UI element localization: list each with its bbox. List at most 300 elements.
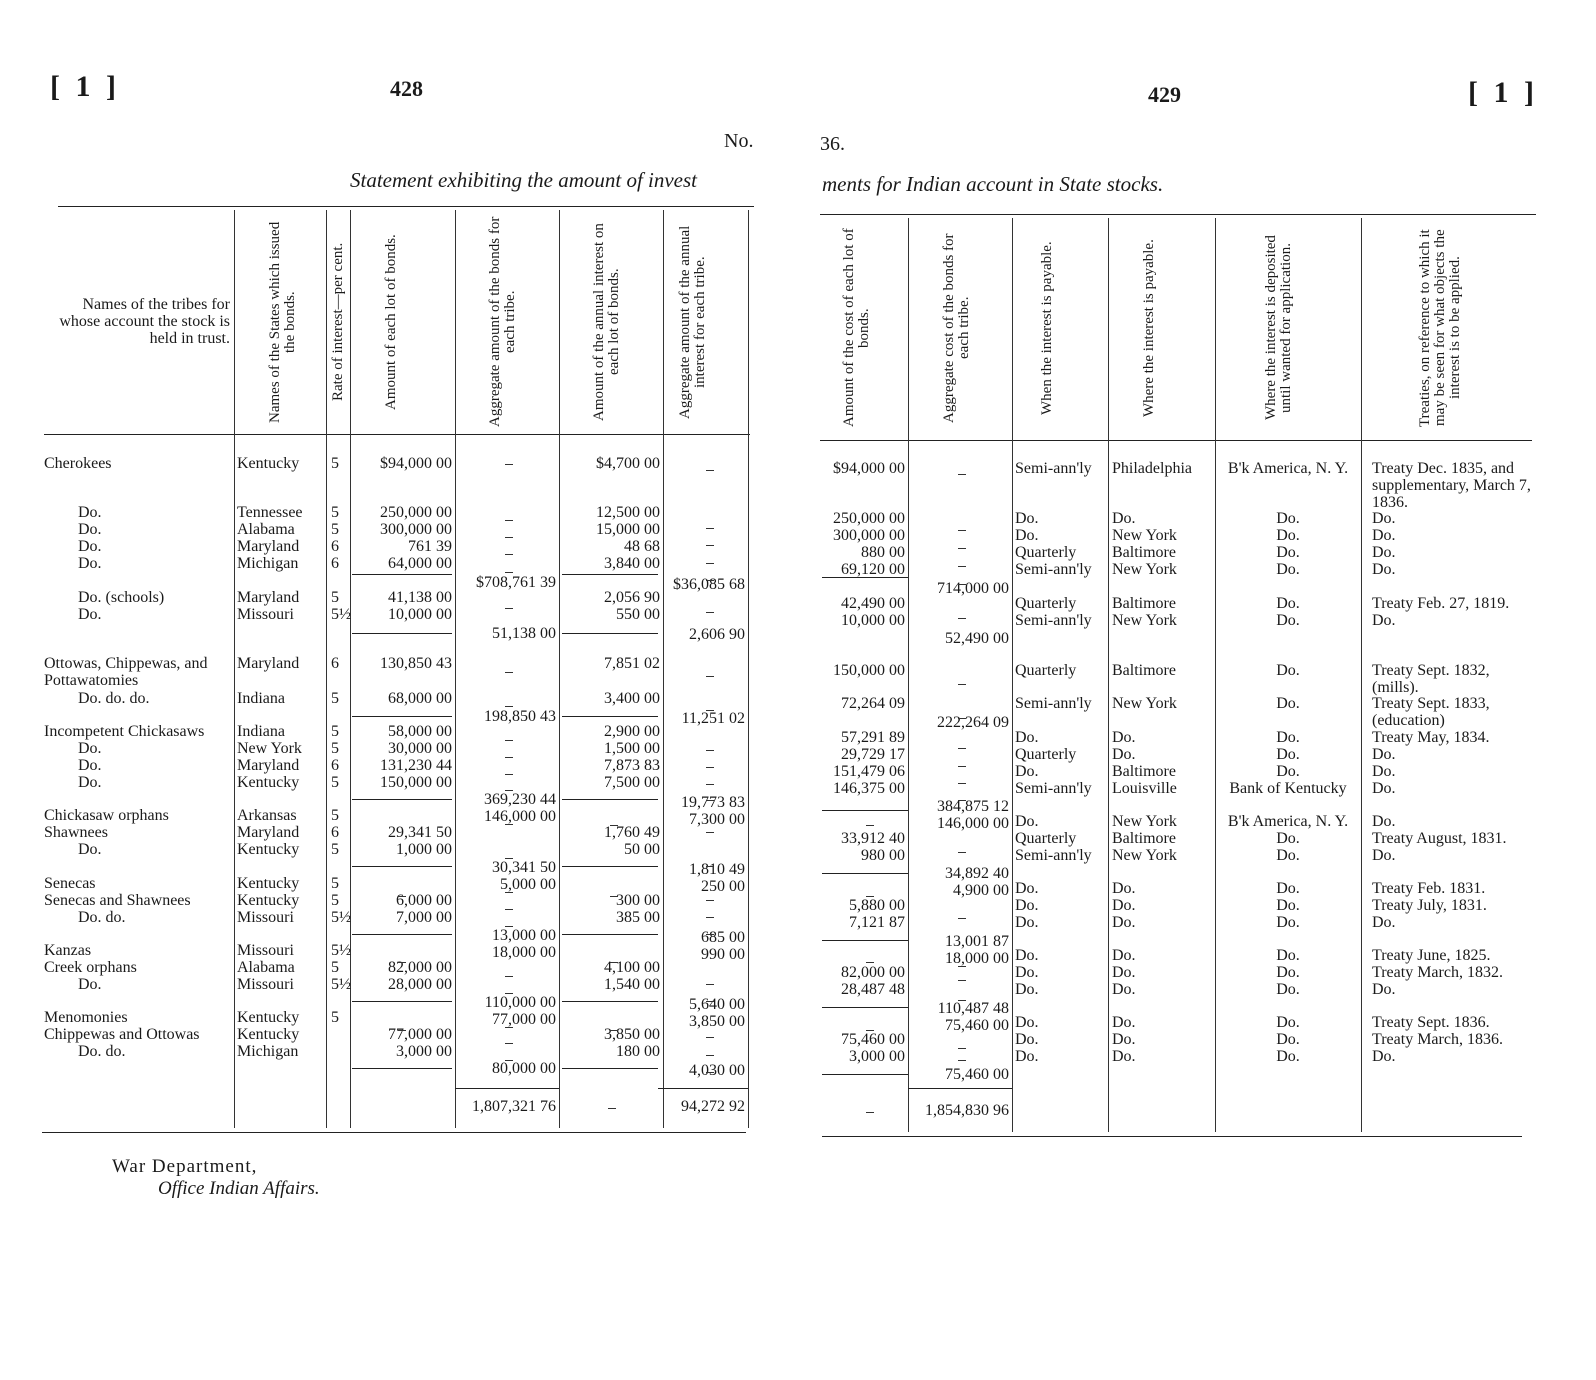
- where-payable: Baltimore: [1112, 830, 1176, 847]
- interest-rate: 5: [331, 841, 339, 858]
- annual-interest: 1,500 00: [604, 740, 660, 757]
- where-payable: Philadelphia: [1112, 460, 1192, 477]
- deposit-place: Do.: [1276, 561, 1300, 578]
- subtotal-rule: [352, 1068, 452, 1069]
- state-name: Maryland: [237, 757, 300, 774]
- left-col-divider: [663, 210, 664, 1128]
- right-table-top-rule: [820, 214, 1536, 215]
- where-payable: Do.: [1112, 729, 1136, 746]
- aggregate-interest: 3,850 00: [689, 1013, 745, 1030]
- tribe-name: Creek orphans: [44, 959, 137, 976]
- subtotal-rule: [822, 940, 908, 941]
- where-payable: Do.: [1112, 897, 1136, 914]
- deposit-place: Do.: [1276, 1048, 1300, 1065]
- tribe-name: Incompetent Chickasaws: [44, 723, 205, 740]
- right-col-divider: [908, 218, 909, 1132]
- bond-cost: 980 00: [861, 847, 905, 864]
- aggregate-interest: 5,640 00: [689, 996, 745, 1013]
- interest-rate: 5: [331, 455, 339, 472]
- deposit-place: Do.: [1276, 695, 1300, 712]
- bond-amount: 77,000 00: [388, 1026, 452, 1043]
- header-agg-cost: Aggregate cost of the bonds for each tribe.: [941, 233, 972, 423]
- annual-interest: 15,000 00: [596, 521, 660, 538]
- annual-interest: 48 68: [624, 538, 660, 555]
- subtotal-rule: [658, 1088, 748, 1089]
- header-states: Names of the States which issued the bonds.: [267, 221, 298, 423]
- empty-cell-dash: [958, 584, 966, 585]
- empty-cell-dash: [706, 984, 714, 985]
- bond-cost: 250,000 00: [833, 510, 905, 527]
- bond-cost: 69,120 00: [841, 561, 905, 578]
- empty-cell-dash: [706, 750, 714, 751]
- deposit-place: Do.: [1276, 544, 1300, 561]
- subtotal-rule: [455, 1088, 559, 1089]
- empty-cell-dash: [866, 1112, 874, 1113]
- when-payable: Do.: [1015, 964, 1039, 981]
- aggregate-amount: 198,850 43: [484, 708, 556, 725]
- state-name: Kentucky: [237, 892, 300, 909]
- empty-cell-dash: [505, 790, 513, 791]
- empty-cell-dash: [505, 608, 513, 609]
- right-bracket: [ 1 ]: [1468, 76, 1538, 109]
- left-page-number: 428: [390, 76, 423, 101]
- left-col-divider: [326, 210, 327, 1128]
- interest-rate: 5: [331, 690, 339, 707]
- tribe-name: Do.: [78, 774, 102, 791]
- deposit-place: Do.: [1276, 595, 1300, 612]
- empty-cell-dash: [505, 672, 513, 673]
- aggregate-amount: 146,000 00: [484, 808, 556, 825]
- when-payable: Do.: [1015, 763, 1039, 780]
- interest-rate: 5: [331, 875, 339, 892]
- empty-cell-dash: [505, 520, 513, 521]
- bond-cost: 151,479 06: [833, 763, 905, 780]
- tribe-name: Kanzas: [44, 942, 92, 959]
- empty-cell-dash: [610, 825, 618, 826]
- empty-cell-dash: [958, 800, 966, 801]
- where-payable: Baltimore: [1112, 763, 1176, 780]
- left-col-divider: [559, 210, 560, 1128]
- where-payable: Baltimore: [1112, 544, 1176, 561]
- left-col-divider: [748, 210, 749, 1128]
- bond-amount: 28,000 00: [388, 976, 452, 993]
- empty-cell-dash: [706, 767, 714, 768]
- where-payable: New York: [1112, 612, 1177, 629]
- bond-amount: 300,000 00: [380, 521, 452, 538]
- when-payable: Semi-ann'ly: [1015, 695, 1092, 712]
- header-when: When the interest is payable.: [1039, 241, 1055, 415]
- bond-cost: 880 00: [861, 544, 905, 561]
- where-payable: Do.: [1112, 964, 1136, 981]
- tribe-name: Do.: [78, 841, 102, 858]
- bond-cost: 75,460 00: [841, 1031, 905, 1048]
- aggregate-cost: 714,000 00: [937, 580, 1009, 597]
- subtotal-rule: [352, 1001, 452, 1002]
- bond-cost: 57,291 89: [841, 729, 905, 746]
- treaty-reference: Do.: [1372, 847, 1396, 864]
- bond-cost: 146,375 00: [833, 780, 905, 797]
- when-payable: Do.: [1015, 1031, 1039, 1048]
- empty-cell-dash: [706, 934, 714, 935]
- header-cost: Amount of the cost of each lot of bonds.: [841, 228, 872, 428]
- deposit-place: Do.: [1276, 746, 1300, 763]
- empty-cell-dash: [958, 684, 966, 685]
- tribe-name: Do.: [78, 555, 102, 572]
- empty-cell-dash: [706, 800, 714, 801]
- interest-rate: 5: [331, 723, 339, 740]
- empty-cell-dash: [505, 976, 513, 977]
- empty-cell-dash: [958, 783, 966, 784]
- subtotal-rule: [562, 866, 658, 867]
- left-table-top-rule: [58, 206, 754, 207]
- subtotal-rule: [352, 574, 452, 575]
- tribe-name: Do.: [78, 538, 102, 555]
- empty-cell-dash: [398, 896, 406, 897]
- empty-cell-dash: [505, 909, 513, 910]
- when-payable: Do.: [1015, 813, 1039, 830]
- empty-cell-dash: [505, 774, 513, 775]
- tribe-name: Chickasaw orphans: [44, 807, 169, 824]
- aggregate-amount: 30,341 50: [492, 859, 556, 876]
- header-rate: Rate of interest—per cent.: [330, 242, 346, 402]
- aggregate-cost: 146,000 00: [937, 815, 1009, 832]
- deposit-place: Do.: [1276, 947, 1300, 964]
- empty-cell-dash: [706, 545, 714, 546]
- state-name: Michigan: [237, 555, 299, 572]
- total-interest: 94,272 92: [681, 1098, 745, 1115]
- bond-cost: 29,729 17: [841, 746, 905, 763]
- when-payable: Do.: [1015, 897, 1039, 914]
- state-name: Kentucky: [237, 841, 300, 858]
- aggregate-cost: 75,460 00: [945, 1066, 1009, 1083]
- when-payable: Do.: [1015, 510, 1039, 527]
- header-where: Where the interest is payable.: [1141, 239, 1157, 417]
- deposit-place: B'k America, N. Y.: [1227, 813, 1349, 830]
- subtotal-rule: [352, 799, 452, 800]
- empty-cell-dash: [505, 740, 513, 741]
- header-aggregate: Aggregate amount of the bonds for each tribe.: [487, 216, 518, 428]
- aggregate-interest: 19,773 83: [681, 794, 745, 811]
- interest-rate: 5: [331, 1009, 339, 1026]
- empty-cell-dash: [706, 580, 714, 581]
- left-bracket: [ 1 ]: [50, 70, 120, 103]
- annual-interest: 1,760 49: [604, 824, 660, 841]
- empty-cell-dash: [398, 1030, 406, 1031]
- state-name: Missouri: [237, 909, 294, 926]
- total-amount: 1,807,321 76: [472, 1098, 556, 1115]
- bond-amount: $94,000 00: [380, 455, 452, 472]
- treaty-reference: Treaty Sept. 1833, (education): [1372, 695, 1490, 729]
- aggregate-interest: 1,810 49: [689, 861, 745, 878]
- aggregate-interest: 2,606 90: [689, 626, 745, 643]
- treaty-reference: Do.: [1372, 612, 1396, 629]
- empty-cell-dash: [958, 566, 966, 567]
- state-name: Maryland: [237, 655, 300, 672]
- bond-cost: 33,912 40: [841, 830, 905, 847]
- aggregate-amount: 51,138 00: [492, 625, 556, 642]
- tribe-name: Senecas: [44, 875, 96, 892]
- empty-cell-dash: [866, 896, 874, 897]
- where-payable: Do.: [1112, 510, 1136, 527]
- deposit-place: Do.: [1276, 981, 1300, 998]
- right-page-number: 429: [1148, 82, 1181, 107]
- empty-cell-dash: [958, 474, 966, 475]
- aggregate-cost: 222,264 09: [937, 714, 1009, 731]
- aggregate-interest: $36,085 68: [673, 576, 745, 593]
- empty-cell-dash: [706, 784, 714, 785]
- aggregate-cost: 34,892 40: [945, 865, 1009, 882]
- empty-cell-dash: [398, 962, 406, 963]
- left-header-rule: [44, 434, 750, 435]
- deposit-place: Do.: [1276, 662, 1300, 679]
- aggregate-interest: 250 00: [701, 878, 745, 895]
- state-name: Michigan: [237, 1043, 299, 1060]
- interest-rate: 5: [331, 774, 339, 791]
- header-tribes: Names of the tribes for whose account the stock is held in trust.: [59, 296, 230, 347]
- interest-rate: 6: [331, 655, 339, 672]
- bond-amount: 10,000 00: [388, 606, 452, 623]
- where-payable: Do.: [1112, 1048, 1136, 1065]
- tribe-name: Shawnees: [44, 824, 108, 841]
- deposit-place: Do.: [1276, 763, 1300, 780]
- empty-cell-dash: [958, 618, 966, 619]
- when-payable: Do.: [1015, 981, 1039, 998]
- interest-rate: 5½: [331, 942, 351, 959]
- annual-interest: 3,400 00: [604, 690, 660, 707]
- statement-no-label: No.: [724, 130, 754, 152]
- when-payable: Quarterly: [1015, 662, 1077, 679]
- treaty-reference: Do.: [1372, 914, 1396, 931]
- where-payable: New York: [1112, 527, 1177, 544]
- empty-cell-dash: [958, 918, 966, 919]
- interest-rate: 5: [331, 807, 339, 824]
- deposit-place: Do.: [1276, 729, 1300, 746]
- treaty-reference: Do.: [1372, 746, 1396, 763]
- title-left: Statement exhibiting the amount of invest: [350, 168, 698, 192]
- aggregate-cost: 75,460 00: [945, 1017, 1009, 1034]
- state-name: Missouri: [237, 606, 294, 623]
- header-amount: Amount of each lot of bonds.: [383, 234, 399, 410]
- state-name: Alabama: [237, 959, 295, 976]
- empty-cell-dash: [505, 537, 513, 538]
- subtotal-rule: [562, 716, 658, 717]
- subtotal-rule: [822, 1074, 908, 1075]
- aggregate-interest: 11,251 02: [681, 710, 745, 727]
- deposit-place: Do.: [1276, 897, 1300, 914]
- state-name: Missouri: [237, 976, 294, 993]
- empty-cell-dash: [505, 892, 513, 893]
- deposit-place: B'k America, N. Y.: [1227, 460, 1349, 477]
- aggregate-interest: 990 00: [701, 946, 745, 963]
- empty-cell-dash: [706, 1001, 714, 1002]
- empty-cell-dash: [706, 866, 714, 867]
- annual-interest: 180 00: [616, 1043, 660, 1060]
- aggregate-amount: 369,230 44: [484, 791, 556, 808]
- empty-cell-dash: [958, 980, 966, 981]
- tribe-name: Do.: [78, 521, 102, 538]
- bond-amount: 761 39: [408, 538, 452, 555]
- deposit-place: Do.: [1276, 914, 1300, 931]
- aggregate-cost: 110,487 48: [937, 1000, 1009, 1017]
- tribe-name: Do. do.: [78, 1043, 126, 1060]
- interest-rate: 6: [331, 538, 339, 555]
- bond-amount: 30,000 00: [388, 740, 452, 757]
- interest-rate: 6: [331, 555, 339, 572]
- treaty-reference: Do.: [1372, 763, 1396, 780]
- empty-cell-dash: [505, 1027, 513, 1028]
- where-payable: New York: [1112, 561, 1177, 578]
- bond-cost: 28,487 48: [841, 981, 905, 998]
- aggregate-cost: 384,875 12: [937, 798, 1009, 815]
- bond-cost: 300,000 00: [833, 527, 905, 544]
- header-treaties: Treaties, on reference to which it may be seen for what objects the interest is to be applied.: [1417, 229, 1463, 427]
- aggregate-interest: 4,030 00: [689, 1062, 745, 1079]
- aggregate-amount: 18,000 00: [492, 944, 556, 961]
- interest-rate: 6: [331, 824, 339, 841]
- treaty-reference: Do.: [1372, 544, 1396, 561]
- empty-cell-dash: [706, 470, 714, 471]
- tribe-name: Chippewas and Ottowas: [44, 1026, 200, 1043]
- when-payable: Semi-ann'ly: [1015, 612, 1092, 629]
- where-payable: Do.: [1112, 914, 1136, 931]
- bond-amount: 250,000 00: [380, 504, 452, 521]
- aggregate-amount: $708,761 39: [476, 574, 556, 591]
- treaty-reference: Do.: [1372, 561, 1396, 578]
- where-payable: Do.: [1112, 981, 1136, 998]
- interest-rate: 5½: [331, 976, 351, 993]
- when-payable: Quarterly: [1015, 830, 1077, 847]
- state-name: Kentucky: [237, 774, 300, 791]
- subtotal-rule: [352, 934, 452, 935]
- tribe-name: Ottowas, Chippewas, and Pottawatomies: [44, 655, 208, 689]
- when-payable: Do.: [1015, 1014, 1039, 1031]
- where-payable: New York: [1112, 813, 1177, 830]
- right-col-divider: [1012, 218, 1013, 1132]
- empty-cell-dash: [706, 612, 714, 613]
- aggregate-cost: 52,490 00: [945, 630, 1009, 647]
- treaty-reference: Treaty May, 1834.: [1372, 729, 1490, 746]
- bond-amount: 58,000 00: [388, 723, 452, 740]
- treaty-reference: Treaty Sept. 1836.: [1372, 1014, 1490, 1031]
- when-payable: Quarterly: [1015, 746, 1077, 763]
- state-name: Arkansas: [237, 807, 297, 824]
- state-name: Missouri: [237, 942, 294, 959]
- annual-interest: 3,850 00: [604, 1026, 660, 1043]
- total-cost: 1,854,830 96: [925, 1102, 1009, 1119]
- bond-cost: $94,000 00: [833, 460, 905, 477]
- where-payable: Do.: [1112, 1031, 1136, 1048]
- when-payable: Do.: [1015, 880, 1039, 897]
- bond-amount: 29,341 50: [388, 824, 452, 841]
- when-payable: Do.: [1015, 527, 1039, 544]
- deposit-place: Bank of Kentucky: [1229, 780, 1347, 797]
- state-name: Maryland: [237, 824, 300, 841]
- empty-cell-dash: [866, 962, 874, 963]
- aggregate-interest: 7,300 00: [689, 811, 745, 828]
- empty-cell-dash: [505, 824, 513, 825]
- treaty-reference: Treaty Dec. 1835, and supplementary, March 7, 1836.: [1372, 460, 1531, 511]
- treaty-reference: Treaty Feb. 27, 1819.: [1372, 595, 1510, 612]
- empty-cell-dash: [958, 718, 966, 719]
- state-name: New York: [237, 740, 302, 757]
- annual-interest: $4,700 00: [596, 455, 660, 472]
- treaty-reference: Treaty June, 1825.: [1372, 947, 1491, 964]
- right-col-divider: [1215, 218, 1216, 1132]
- when-payable: Quarterly: [1015, 595, 1077, 612]
- bond-amount: 3,000 00: [396, 1043, 452, 1060]
- empty-cell-dash: [706, 900, 714, 901]
- treaty-reference: Do.: [1372, 527, 1396, 544]
- interest-rate: 5: [331, 959, 339, 976]
- aggregate-amount: 77,000 00: [492, 1011, 556, 1028]
- when-payable: Do.: [1015, 729, 1039, 746]
- treaty-reference: Do.: [1372, 1048, 1396, 1065]
- interest-rate: 5: [331, 892, 339, 909]
- annual-interest: 3,840 00: [604, 555, 660, 572]
- empty-cell-dash: [958, 1000, 966, 1001]
- empty-cell-dash: [706, 676, 714, 677]
- subtotal-rule: [822, 1007, 908, 1008]
- where-payable: Do.: [1112, 746, 1136, 763]
- state-name: Indiana: [237, 723, 285, 740]
- empty-cell-dash: [706, 917, 714, 918]
- title-right: ments for Indian account in State stocks.: [822, 172, 1164, 196]
- treaty-reference: Treaty March, 1832.: [1372, 964, 1503, 981]
- empty-cell-dash: [610, 896, 618, 897]
- subtotal-rule: [562, 1068, 658, 1069]
- aggregate-cost: 4,900 00: [953, 882, 1009, 899]
- empty-cell-dash: [505, 858, 513, 859]
- deposit-place: Do.: [1276, 1014, 1300, 1031]
- signature-office: Office Indian Affairs.: [158, 1178, 320, 1199]
- state-name: Kentucky: [237, 1026, 300, 1043]
- signature-department: War Department,: [112, 1156, 258, 1177]
- state-name: Maryland: [237, 589, 300, 606]
- empty-cell-dash: [610, 962, 618, 963]
- annual-interest: 4,100 00: [604, 959, 660, 976]
- bond-amount: 150,000 00: [380, 774, 452, 791]
- empty-cell-dash: [505, 1060, 513, 1061]
- left-table-bottom-rule: [42, 1132, 746, 1133]
- aggregate-interest: 685 00: [701, 929, 745, 946]
- state-name: Indiana: [237, 690, 285, 707]
- where-payable: Louisville: [1112, 780, 1177, 797]
- subtotal-rule: [562, 799, 658, 800]
- header-deposited: Where the interest is deposited until wanted for application.: [1263, 235, 1294, 421]
- subtotal-rule: [822, 873, 908, 874]
- interest-rate: 5: [331, 740, 339, 757]
- where-payable: Do.: [1112, 947, 1136, 964]
- empty-cell-dash: [958, 1048, 966, 1049]
- deposit-place: Do.: [1276, 510, 1300, 527]
- subtotal-rule: [352, 716, 452, 717]
- state-name: Kentucky: [237, 1009, 300, 1026]
- when-payable: Semi-ann'ly: [1015, 561, 1092, 578]
- empty-cell-dash: [706, 528, 714, 529]
- where-payable: Baltimore: [1112, 595, 1176, 612]
- when-payable: Semi-ann'ly: [1015, 460, 1092, 477]
- aggregate-cost: 13,001 87: [945, 933, 1009, 950]
- when-payable: Semi-ann'ly: [1015, 780, 1092, 797]
- empty-cell-dash: [505, 926, 513, 927]
- subtotal-rule: [562, 633, 658, 634]
- subtotal-rule: [822, 577, 908, 578]
- bond-cost: 3,000 00: [849, 1048, 905, 1065]
- when-payable: Do.: [1015, 914, 1039, 931]
- tribe-name: Do. do.: [78, 909, 126, 926]
- annual-interest: 2,056 90: [604, 589, 660, 606]
- bond-cost: 72,264 09: [841, 695, 905, 712]
